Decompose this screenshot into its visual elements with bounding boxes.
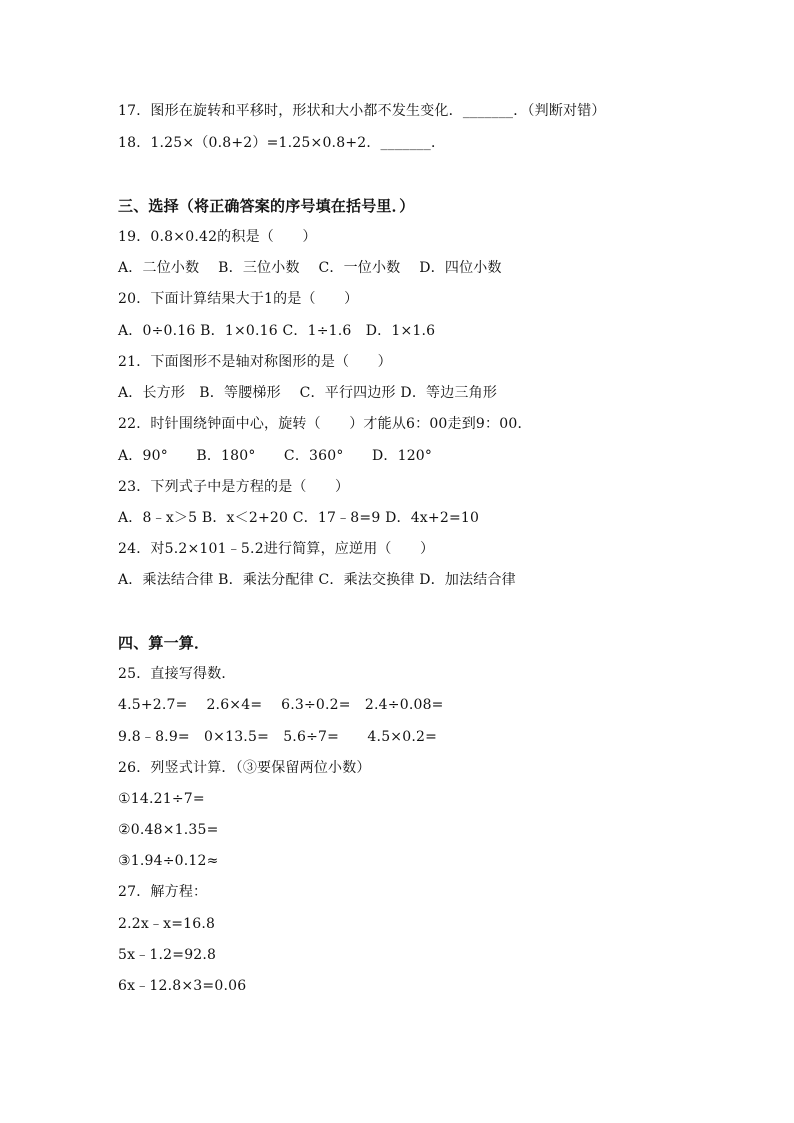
question-27-stem: 27．解方程：	[118, 884, 208, 900]
question-19-options: A．二位小数 B．三位小数 C．一位小数 D．四位小数	[118, 260, 502, 276]
section-4-heading: 四、算一算．	[118, 634, 210, 652]
question-23-options: A．8﹣x＞5 B．x＜2+20 C．17﹣8=9 D．4x+2=10	[118, 510, 480, 526]
question-21-stem: 21．下面图形不是轴对称图形的是（ ）	[118, 354, 392, 370]
question-20-stem: 20．下面计算结果大于1的是（ ）	[118, 291, 359, 307]
question-22-options: A．90° B．180° C．360° D．120°	[118, 448, 433, 464]
question-26-stem: 26．列竖式计算．（③要保留两位小数）	[118, 760, 371, 776]
section-3-heading: 三、选择（将正确答案的序号填在括号里．）	[118, 197, 415, 215]
question-26-item-2: ②0.48×1.35=	[118, 822, 219, 838]
question-17: 17．图形在旋转和平移时，形状和大小都不发生变化．_______．（判断对错）	[118, 103, 606, 119]
question-26-item-1: ①14.21÷7=	[118, 791, 205, 807]
question-18: 18．1.25×（0.8+2）=1.25×0.8+2．_______．	[118, 135, 446, 151]
question-27-item-2: 5x﹣1.2=92.8	[118, 947, 217, 963]
question-21-options: A．长方形 B．等腰梯形 C．平行四边形 D．等边三角形	[118, 385, 498, 401]
question-22-stem: 22．时针围绕钟面中心，旋转（ ）才能从6：00走到9：00．	[118, 416, 532, 432]
question-27-item-1: 2.2x﹣x=16.8	[118, 916, 216, 932]
question-26-item-3: ③1.94÷0.12≈	[118, 853, 219, 869]
question-25-row-1: 4.5+2.7= 2.6×4= 6.3÷0.2= 2.4÷0.08=	[118, 697, 444, 713]
question-20-options: A．0÷0.16 B．1×0.16 C．1÷1.6 D．1×1.6	[118, 323, 436, 339]
question-19-stem: 19．0.8×0.42的积是（ ）	[118, 229, 317, 245]
question-25-row-2: 9.8﹣8.9= 0×13.5= 5.6÷7= 4.5×0.2=	[118, 729, 438, 745]
question-24-stem: 24．对5.2×101﹣5.2进行简算，应逆用（ ）	[118, 541, 435, 557]
question-25-stem: 25．直接写得数．	[118, 666, 236, 682]
question-27-item-3: 6x﹣12.8×3=0.06	[118, 978, 247, 994]
question-23-stem: 23．下列式子中是方程的是（ ）	[118, 479, 350, 495]
question-24-options: A．乘法结合律 B．乘法分配律 C．乘法交换律 D．加法结合律	[118, 572, 516, 588]
